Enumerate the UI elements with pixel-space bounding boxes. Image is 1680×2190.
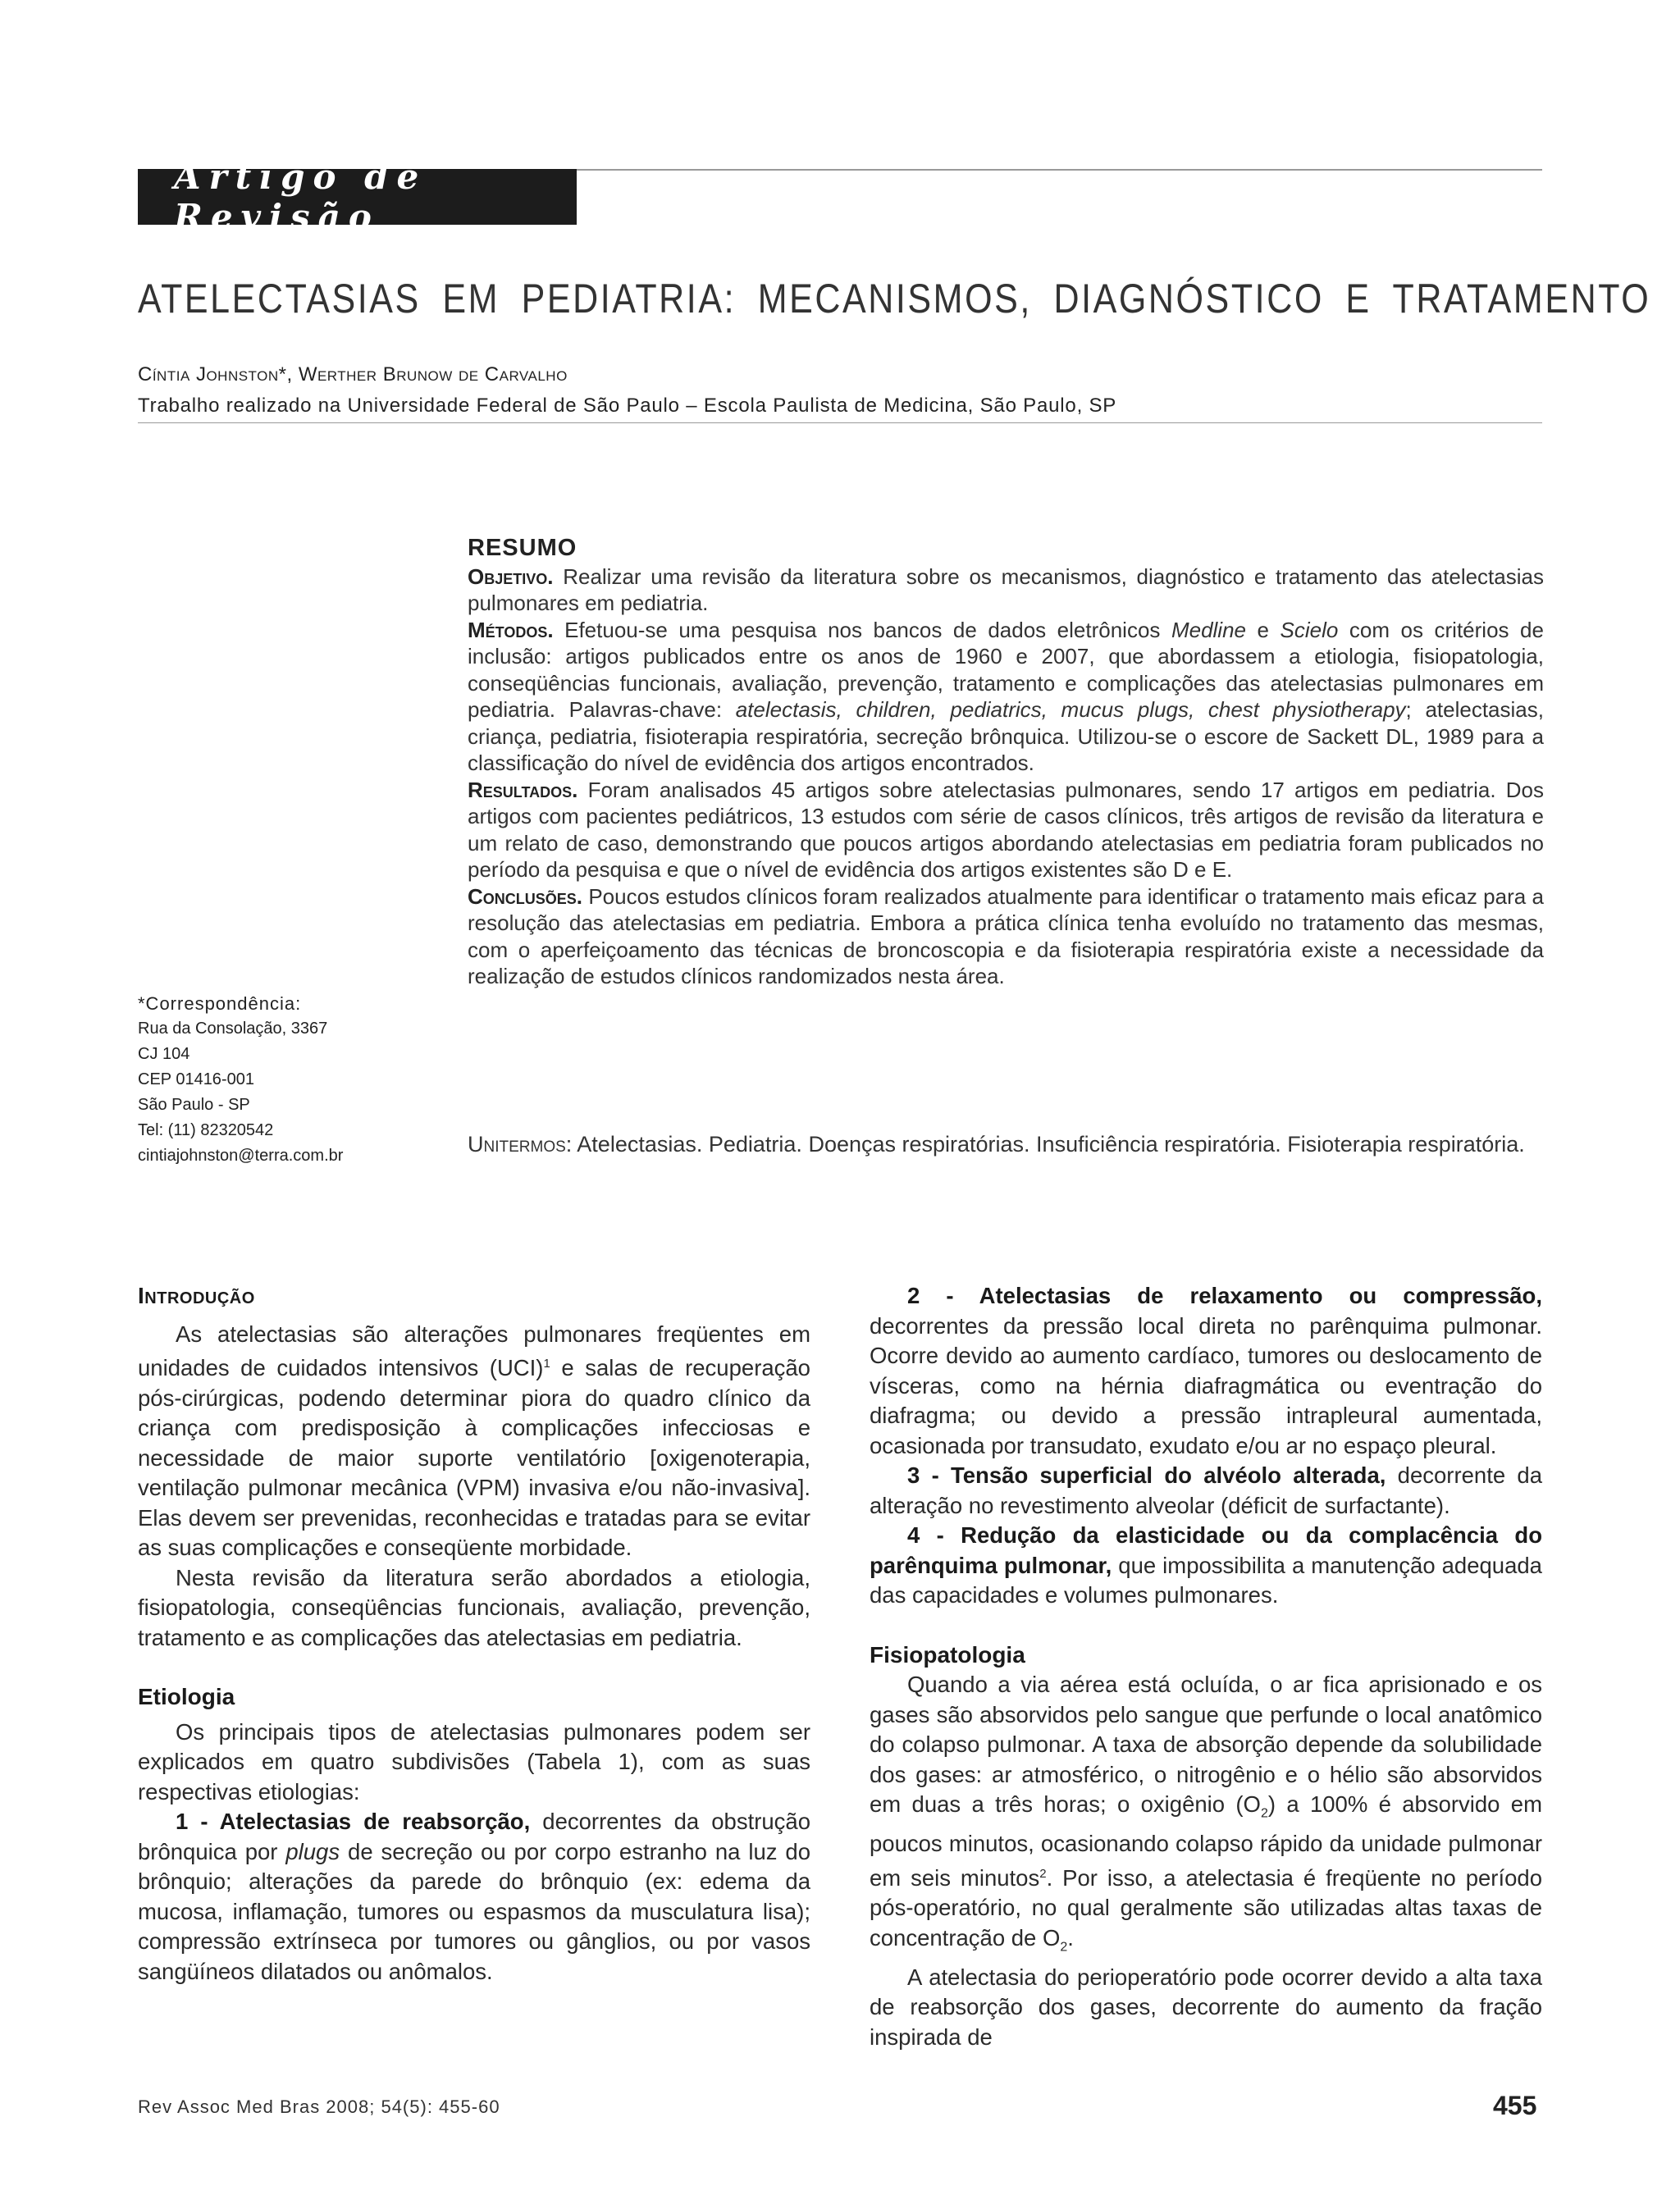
etiology-text: decorrente da alteração no revestimento alveolar (déficit de surfactante). <box>870 1462 1542 1518</box>
methods-text: Efetuou-se uma pesquisa nos bancos de dados eletrônicos <box>564 617 1161 642</box>
subscript-2: 2 <box>1060 1940 1068 1955</box>
etiology-item <box>870 1461 1542 1521</box>
reference-2[interactable]: 2 <box>1039 1866 1047 1881</box>
physiopathology-paragraph <box>870 1670 1542 1963</box>
conclusions-label: Conclusões. <box>468 883 583 909</box>
methods-text: com os critérios de inclusão: artigos publicados entre os anos de 1960 e 2007, que abordassem a etiologia, fisiopatologia, conseqüências funcionais, avaliação, prevenção, tratamento e complicações das atelectasias pulmonares em pediatria. Palavras-chave: <box>468 617 1544 722</box>
correspondence-line: São Paulo - SP <box>138 1096 250 1114</box>
results-label: Resultados. <box>468 777 578 802</box>
intro-text: As atelectasias são alterações pulmonares freqüentes em unidades de cuidados intensivos (UCI) <box>138 1321 810 1381</box>
correspondence-line: CJ 104 <box>138 1045 190 1063</box>
right-column <box>870 1281 1542 2052</box>
methods-db-scielo: Scielo <box>1280 617 1339 642</box>
physio-text: Quando a via aérea está ocluída, o ar fica aprisionado e os gases são absorvidos pelo sangue que perfunde o local anatômico do colapso pulmonar. A taxa de absorção depende da solubilidade dos gases: ar atmosférico, o nitrogênio e o hélio são absorvidos em duas a três horas; o oxigênio (O <box>870 1672 1542 1817</box>
physiopathology-paragraph: A atelectasia do perioperatório pode ocorrer devido a alta taxa de reabsorção dos gases, decorrente do aumento da fração inspirada de <box>870 1964 1542 2050</box>
methods-keywords: atelectasis, children, pediatrics, mucus plugs, chest physiotherapy <box>735 697 1406 722</box>
subscript-2: 2 <box>1260 1806 1268 1821</box>
etiology-item-title: 1 - Atelectasias de reabsorção, <box>176 1809 531 1835</box>
header-divider <box>138 422 1542 423</box>
etiology-item-title: 3 - Tensão superficial do alvéolo alterada, <box>907 1462 1386 1488</box>
methods-text: e <box>1257 617 1270 642</box>
methods-text: ; atelectasias, criança, pediatria, fisioterapia respiratória, secreção brônquica. Utilizou-se o escore de Sackett DL, 1989 para a classificação do nível de evidência dos artigos encontrados. <box>468 697 1544 775</box>
abstract-results <box>468 777 1544 883</box>
physio-text: ) a 100% é absorvido em poucos minutos, ocasionando colapso rápido da unidade pulmonar em seis minutos <box>870 1791 1542 1891</box>
etiology-text: decorrentes da pressão local direta no parênquima pulmonar. Ocorre devido ao aumento cardíaco, tumores ou deslocamento de vísceras, como na hérnia diafragmática ou eventração do diafragma; ou devido a pressão intrapleural aumentada, ocasionada por transudato, exudato e/ou ar no espaço pleural. <box>870 1312 1542 1458</box>
etiology-item <box>870 1521 1542 1611</box>
etiology-text: decorrentes da obstrução brônquica por <box>138 1809 810 1864</box>
conclusions-text: Poucos estudos clínicos foram realizados atualmente para identificar o tratamento mais eficaz para a resolução das atelectasias em pediatria. Embora a prática clínica tenha evoluído no tratamento das mesmas, com o aperfeiçoamento das técnicas de broncoscopia e da fisioterapia respiratória existe a necessidade da realização de estudos clínicos randomizados nesta área. <box>468 883 1544 988</box>
correspondence-block <box>138 991 384 1169</box>
correspondence-line: CEP 01416-001 <box>138 1070 254 1088</box>
keywords-line <box>468 1132 1525 1157</box>
intro-heading: Introdução <box>138 1283 255 1308</box>
abstract-methods <box>468 617 1544 777</box>
abstract-conclusions <box>468 883 1544 990</box>
etiology-text: que impossibilita a manutenção adequada das capacidades e volumes pulmonares. <box>870 1552 1542 1608</box>
intro-paragraph <box>138 1320 810 1563</box>
abstract-heading: RESUMO <box>468 535 578 561</box>
etiology-item <box>870 1281 1542 1461</box>
reference-1[interactable]: 1 <box>543 1357 550 1371</box>
etiology-text-italic: plugs <box>285 1838 340 1864</box>
results-text: Foram analisados 45 artigos sobre atelectasias pulmonares, sendo 17 artigos em pediatria. Dos artigos com pacientes pediátricos, 13 estudos com série de casos clínicos, três artigos de revisão da literatura e um relato de caso, demonstrando que poucos artigos abordando atelectasias em pediatria foram publicados no período da pesquisa e que o nível de evidência dos artigos existentes são D e E. <box>468 777 1544 882</box>
left-column <box>138 1281 810 1987</box>
keywords-label: Unitermos: <box>468 1132 573 1157</box>
etiology-item <box>138 1807 810 1987</box>
page-number: 455 <box>1493 2091 1537 2120</box>
objective-text: Realizar uma revisão da literatura sobre os mecanismos, diagnóstico e tratamento das atelectasias pulmonares em pediatria. <box>468 563 1544 615</box>
intro-text: e salas de recuperação pós-cirúrgicas, podendo determinar piora do quadro clínico da criança com predisposição à complicações infecciosas e necessidade de maior suporte ventilatório [oxigenoterapia, ventilação pulmonar mecânica (VPM) invasiva e/ou não-invasiva]. Elas devem ser prevenidas, reconhecidas e tratadas para se evitar as suas complicações e conseqüente morbidade. <box>138 1355 810 1561</box>
etiology-item-title: 2 - Atelectasias de relaxamento ou compressão, <box>907 1283 1542 1308</box>
correspondence-email[interactable]: cintiajohnston@terra.com.br <box>138 1147 344 1165</box>
etiology-item-title: 4 - Redução da elasticidade ou da complacência do parênquima pulmonar, <box>870 1522 1542 1578</box>
authors: Cíntia Johnston*, Werther Brunow de Carvalho <box>138 363 568 386</box>
etiology-text: de secreção ou por corpo estranho na luz do brônquio; alterações da parede do brônquio (ex: edema da mucosa, inflamação, tumores ou espasmos da musculatura lisa); compressão extrínseca por tumores ou gânglios, ou por vasos sangüíneos dilatados ou anômalos. <box>138 1838 810 1984</box>
abstract-objective <box>468 563 1544 617</box>
article-title: ATELECTASIAS EM PEDIATRIA: MECANISMOS, DIAGNÓSTICO E TRATAMENTO <box>138 276 1651 322</box>
etiology-heading: Etiologia <box>138 1684 235 1710</box>
objective-label: Objetivo. <box>468 563 554 589</box>
keywords-text: Atelectasias. Pediatria. Doenças respiratórias. Insuficiência respiratória. Fisioterapia respiratória. <box>577 1132 1525 1157</box>
physio-text: . <box>1067 1924 1074 1950</box>
correspondence-heading: *Correspondência: <box>138 993 302 1014</box>
correspondence-line: Tel: (11) 82320542 <box>138 1121 274 1139</box>
methods-label: Métodos. <box>468 617 554 642</box>
etiology-paragraph: Os principais tipos de atelectasias pulmonares podem ser explicados em quatro subdivisões (Tabela 1), com as suas respectivas etiologias: <box>138 1718 810 1804</box>
journal-citation: Rev Assoc Med Bras 2008; 54(5): 455-60 <box>138 2096 500 2117</box>
section-tag: Artigo de Revisão <box>138 169 577 225</box>
physiopathology-heading: Fisiopatologia <box>870 1641 1025 1668</box>
intro-paragraph: Nesta revisão da literatura serão abordados a etiologia, fisiopatologia, conseqüências funcionais, avaliação, prevenção, tratamento e as complicações das atelectasias em pediatria. <box>138 1564 810 1650</box>
abstract <box>468 535 1544 990</box>
correspondence-line: Rua da Consolação, 3367 <box>138 1020 328 1038</box>
physio-text: . Por isso, a atelectasia é freqüente no período pós-operatório, no qual geralmente são utilizadas altas taxas de concentração de O <box>870 1864 1542 1950</box>
methods-db-medline: Medline <box>1171 617 1247 642</box>
affiliation: Trabalho realizado na Universidade Federal de São Paulo – Escola Paulista de Medicina, São Paulo, SP <box>138 395 1117 417</box>
header-rule <box>574 169 1542 171</box>
